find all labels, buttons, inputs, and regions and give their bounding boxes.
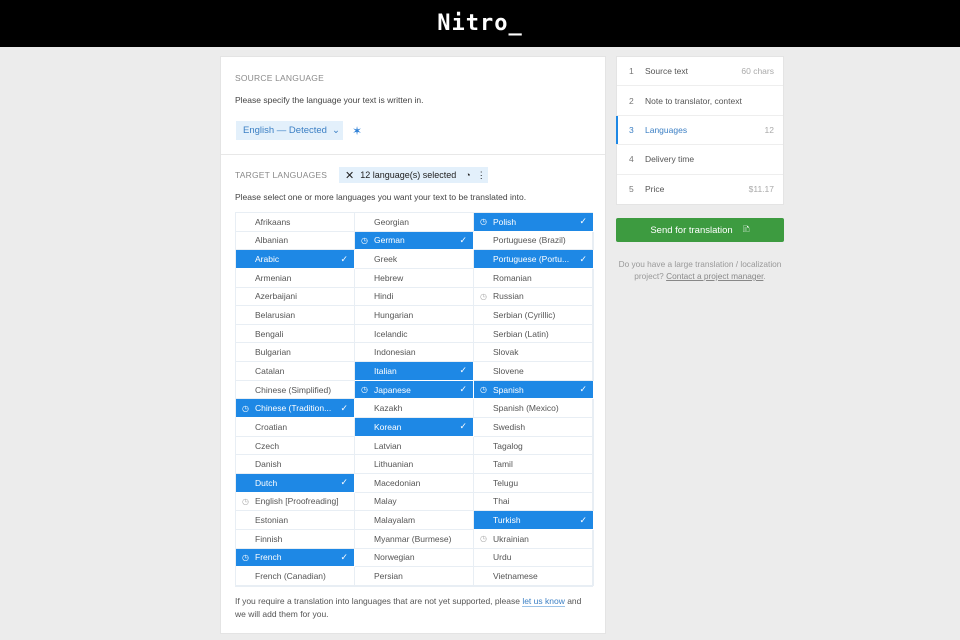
step-num: 5 bbox=[629, 184, 634, 195]
language-option[interactable] bbox=[474, 530, 594, 549]
history-icon: ◷ bbox=[242, 496, 249, 506]
step-3[interactable] bbox=[617, 116, 783, 145]
language-option[interactable] bbox=[474, 511, 594, 530]
language-option[interactable] bbox=[236, 418, 355, 437]
language-option[interactable] bbox=[236, 213, 355, 232]
language-option[interactable] bbox=[474, 232, 594, 251]
language-option[interactable] bbox=[355, 549, 474, 568]
language-name: German bbox=[374, 235, 405, 246]
language-option[interactable] bbox=[474, 418, 594, 437]
history-icon: ◷ bbox=[480, 385, 487, 395]
language-name: Turkish bbox=[493, 515, 521, 526]
more-options-icon[interactable]: ⋮ bbox=[476, 169, 486, 180]
language-option[interactable] bbox=[236, 269, 355, 288]
language-name: Chinese (Tradition... bbox=[255, 403, 332, 414]
language-name: Kazakh bbox=[374, 403, 403, 414]
language-name: Danish bbox=[255, 459, 282, 470]
language-option[interactable] bbox=[355, 362, 474, 381]
check-icon: ✓ bbox=[579, 253, 587, 264]
language-option[interactable] bbox=[355, 232, 474, 251]
language-option[interactable] bbox=[474, 567, 594, 586]
language-option[interactable] bbox=[236, 437, 355, 456]
language-name: Malay bbox=[374, 496, 397, 507]
contact-project-manager-link[interactable]: Contact a project manager bbox=[666, 271, 764, 281]
step-num: 4 bbox=[629, 154, 634, 165]
step-num: 2 bbox=[629, 95, 634, 106]
step-value: 60 chars bbox=[741, 66, 774, 77]
language-name: Albanian bbox=[255, 235, 289, 246]
help-question: Do you have a large translation / localization project? bbox=[618, 259, 782, 281]
divider bbox=[221, 154, 605, 155]
language-name: Malayalam bbox=[374, 515, 416, 526]
unsupported-language-note bbox=[235, 595, 585, 621]
language-option[interactable] bbox=[236, 455, 355, 474]
language-name: Spanish (Mexico) bbox=[493, 403, 559, 414]
step-5[interactable] bbox=[617, 175, 783, 204]
history-icon: ◷ bbox=[361, 385, 368, 395]
language-option[interactable] bbox=[236, 288, 355, 307]
language-name: Hungarian bbox=[374, 310, 414, 321]
language-name: Afrikaans bbox=[255, 216, 291, 227]
history-icon: ◷ bbox=[480, 534, 487, 544]
language-name: Slovene bbox=[493, 365, 524, 376]
language-name: French bbox=[255, 552, 282, 563]
language-option[interactable] bbox=[236, 343, 355, 362]
footnote-text-end: and we will add them for you. bbox=[235, 596, 582, 619]
language-name: Portuguese (Portu... bbox=[493, 254, 570, 265]
language-option[interactable] bbox=[474, 549, 594, 568]
language-option[interactable] bbox=[474, 381, 594, 400]
language-option[interactable] bbox=[355, 381, 474, 400]
language-option[interactable] bbox=[355, 493, 474, 512]
step-label: Price bbox=[645, 184, 665, 195]
language-name: Hindi bbox=[374, 291, 394, 302]
order-steps bbox=[616, 56, 784, 205]
language-name: Bengali bbox=[255, 328, 284, 339]
language-name: Tagalog bbox=[493, 440, 523, 451]
history-icon: ◷ bbox=[242, 403, 249, 413]
language-name: Lithuanian bbox=[374, 459, 414, 470]
language-card bbox=[220, 56, 606, 634]
step-1[interactable] bbox=[617, 57, 783, 86]
language-option[interactable] bbox=[236, 306, 355, 325]
source-language-select[interactable] bbox=[236, 121, 343, 140]
check-icon: ✓ bbox=[340, 402, 348, 413]
check-icon: ✓ bbox=[579, 216, 587, 227]
language-option[interactable] bbox=[474, 269, 594, 288]
language-option[interactable] bbox=[355, 418, 474, 437]
language-option[interactable] bbox=[355, 306, 474, 325]
language-option[interactable] bbox=[236, 567, 355, 586]
language-option[interactable] bbox=[355, 343, 474, 362]
selected-languages-chip bbox=[339, 167, 488, 183]
language-name: Russian bbox=[493, 291, 524, 302]
top-bar bbox=[0, 0, 960, 47]
language-option[interactable] bbox=[355, 474, 474, 493]
language-name: Serbian (Latin) bbox=[493, 328, 549, 339]
language-option[interactable] bbox=[474, 213, 594, 232]
language-name: Czech bbox=[255, 440, 280, 451]
check-icon: ✓ bbox=[459, 384, 467, 395]
language-option[interactable] bbox=[236, 399, 355, 418]
language-name: Tamil bbox=[493, 459, 513, 470]
step-label: Source text bbox=[645, 66, 688, 77]
magic-wand-icon[interactable]: ✶ bbox=[352, 124, 363, 138]
language-option[interactable] bbox=[236, 250, 355, 269]
check-icon: ✓ bbox=[579, 514, 587, 525]
language-name: Vietnamese bbox=[493, 570, 538, 581]
language-name: Belarusian bbox=[255, 310, 296, 321]
language-name: French (Canadian) bbox=[255, 570, 326, 581]
check-icon: ✓ bbox=[459, 365, 467, 376]
language-name: Greek bbox=[374, 254, 398, 265]
language-option[interactable] bbox=[355, 269, 474, 288]
history-icon: ◷ bbox=[242, 552, 249, 562]
check-icon: ✓ bbox=[579, 384, 587, 395]
language-option[interactable] bbox=[474, 437, 594, 456]
selected-count: 12 language(s) selected bbox=[360, 170, 457, 180]
language-name: English [Proofreading] bbox=[255, 496, 339, 507]
target-languages-label: TARGET LANGUAGES bbox=[235, 170, 328, 180]
language-name: Arabic bbox=[255, 254, 280, 265]
language-option[interactable] bbox=[355, 325, 474, 344]
source-language-label: SOURCE LANGUAGE bbox=[235, 73, 324, 83]
language-option[interactable] bbox=[236, 325, 355, 344]
language-option[interactable] bbox=[474, 288, 594, 307]
step-2[interactable] bbox=[617, 86, 783, 115]
language-name: Slovak bbox=[493, 347, 519, 358]
recent-check-icon[interactable]: ◔ bbox=[465, 170, 471, 180]
language-name: Armenian bbox=[255, 272, 292, 283]
language-name: Croatian bbox=[255, 421, 288, 432]
clear-selection-icon[interactable]: ✕ bbox=[345, 169, 355, 182]
language-option[interactable] bbox=[236, 381, 355, 400]
language-option[interactable] bbox=[474, 474, 594, 493]
language-option[interactable] bbox=[474, 362, 594, 381]
step-label: Delivery time bbox=[645, 154, 695, 165]
language-option[interactable] bbox=[236, 232, 355, 251]
language-name: Japanese bbox=[374, 384, 411, 395]
step-num: 1 bbox=[629, 66, 634, 77]
history-icon: ◷ bbox=[361, 235, 368, 245]
language-name: Bulgarian bbox=[255, 347, 291, 358]
language-option[interactable] bbox=[355, 567, 474, 586]
language-option[interactable] bbox=[236, 511, 355, 530]
language-name: Chinese (Simplified) bbox=[255, 384, 332, 395]
language-name: Catalan bbox=[255, 365, 285, 376]
language-name: Ukrainian bbox=[493, 533, 529, 544]
language-name: Romanian bbox=[493, 272, 532, 283]
language-option[interactable] bbox=[355, 530, 474, 549]
let-us-know-link[interactable]: let us know bbox=[522, 596, 565, 606]
language-option[interactable] bbox=[355, 455, 474, 474]
chevron-down-icon: ⌄ bbox=[331, 125, 340, 136]
source-language-hint: Please specify the language your text is written in. bbox=[235, 95, 424, 105]
language-name: Indonesian bbox=[374, 347, 416, 358]
step-4[interactable] bbox=[617, 145, 783, 174]
target-languages-hint: Please select one or more languages you want your text to be translated into. bbox=[235, 192, 527, 202]
language-name: Serbian (Cyrillic) bbox=[493, 310, 556, 321]
language-name: Macedonian bbox=[374, 477, 421, 488]
language-option[interactable] bbox=[355, 399, 474, 418]
language-option[interactable] bbox=[236, 530, 355, 549]
language-option[interactable] bbox=[474, 250, 594, 269]
step-label: Note to translator, context bbox=[645, 95, 742, 106]
language-option[interactable] bbox=[236, 362, 355, 381]
language-name: Latvian bbox=[374, 440, 402, 451]
language-name: Azerbaijani bbox=[255, 291, 298, 302]
language-option[interactable] bbox=[236, 549, 355, 568]
source-language-value: English — Detected bbox=[243, 125, 327, 136]
language-name: Hebrew bbox=[374, 272, 404, 283]
language-option[interactable] bbox=[474, 343, 594, 362]
history-icon: ◷ bbox=[480, 291, 487, 301]
language-name: Myanmar (Burmese) bbox=[374, 533, 452, 544]
check-icon: ✓ bbox=[340, 551, 348, 562]
language-name: Portuguese (Brazil) bbox=[493, 235, 566, 246]
language-name: Thai bbox=[493, 496, 510, 507]
language-option[interactable] bbox=[474, 455, 594, 474]
language-option[interactable] bbox=[474, 306, 594, 325]
language-name: Spanish bbox=[493, 384, 524, 395]
language-grid bbox=[235, 212, 593, 587]
language-name: Georgian bbox=[374, 216, 409, 227]
language-name: Finnish bbox=[255, 533, 283, 544]
language-name: Norwegian bbox=[374, 552, 415, 563]
language-name: Korean bbox=[374, 421, 402, 432]
check-icon: ✓ bbox=[459, 421, 467, 432]
step-label: Languages bbox=[645, 124, 688, 135]
check-icon: ✓ bbox=[340, 477, 348, 488]
send-for-translation-button[interactable] bbox=[616, 218, 784, 242]
language-name: Italian bbox=[374, 365, 397, 376]
send-label: Send for translation bbox=[650, 224, 733, 236]
document-add-icon: 🗈 bbox=[742, 224, 750, 235]
check-icon: ✓ bbox=[459, 234, 467, 245]
language-option[interactable] bbox=[236, 493, 355, 512]
language-option[interactable] bbox=[355, 288, 474, 307]
check-icon: ✓ bbox=[340, 253, 348, 264]
step-num: 3 bbox=[629, 124, 634, 135]
language-option[interactable] bbox=[355, 437, 474, 456]
language-name: Estonian bbox=[255, 515, 289, 526]
language-name: Dutch bbox=[255, 477, 278, 488]
language-option[interactable] bbox=[474, 325, 594, 344]
step-value: $11.17 bbox=[748, 184, 774, 195]
language-option[interactable] bbox=[474, 399, 594, 418]
footnote-text: If you require a translation into languages that are not yet supported, please bbox=[235, 596, 523, 606]
language-name: Polish bbox=[493, 216, 517, 227]
language-option[interactable] bbox=[355, 213, 474, 232]
language-option[interactable] bbox=[474, 493, 594, 512]
language-option[interactable] bbox=[355, 511, 474, 530]
history-icon: ◷ bbox=[480, 217, 487, 227]
language-option[interactable] bbox=[355, 250, 474, 269]
help-text: Do you have a large translation / localization project? Contact a project manager. bbox=[618, 259, 782, 281]
language-option[interactable] bbox=[236, 474, 355, 493]
language-name: Icelandic bbox=[374, 328, 408, 339]
step-value: 12 bbox=[764, 124, 774, 135]
language-name: Persian bbox=[374, 570, 403, 581]
language-name: Urdu bbox=[493, 552, 512, 563]
language-name: Telugu bbox=[493, 477, 519, 488]
logo: Nitro_ bbox=[437, 11, 523, 36]
language-name: Swedish bbox=[493, 421, 526, 432]
